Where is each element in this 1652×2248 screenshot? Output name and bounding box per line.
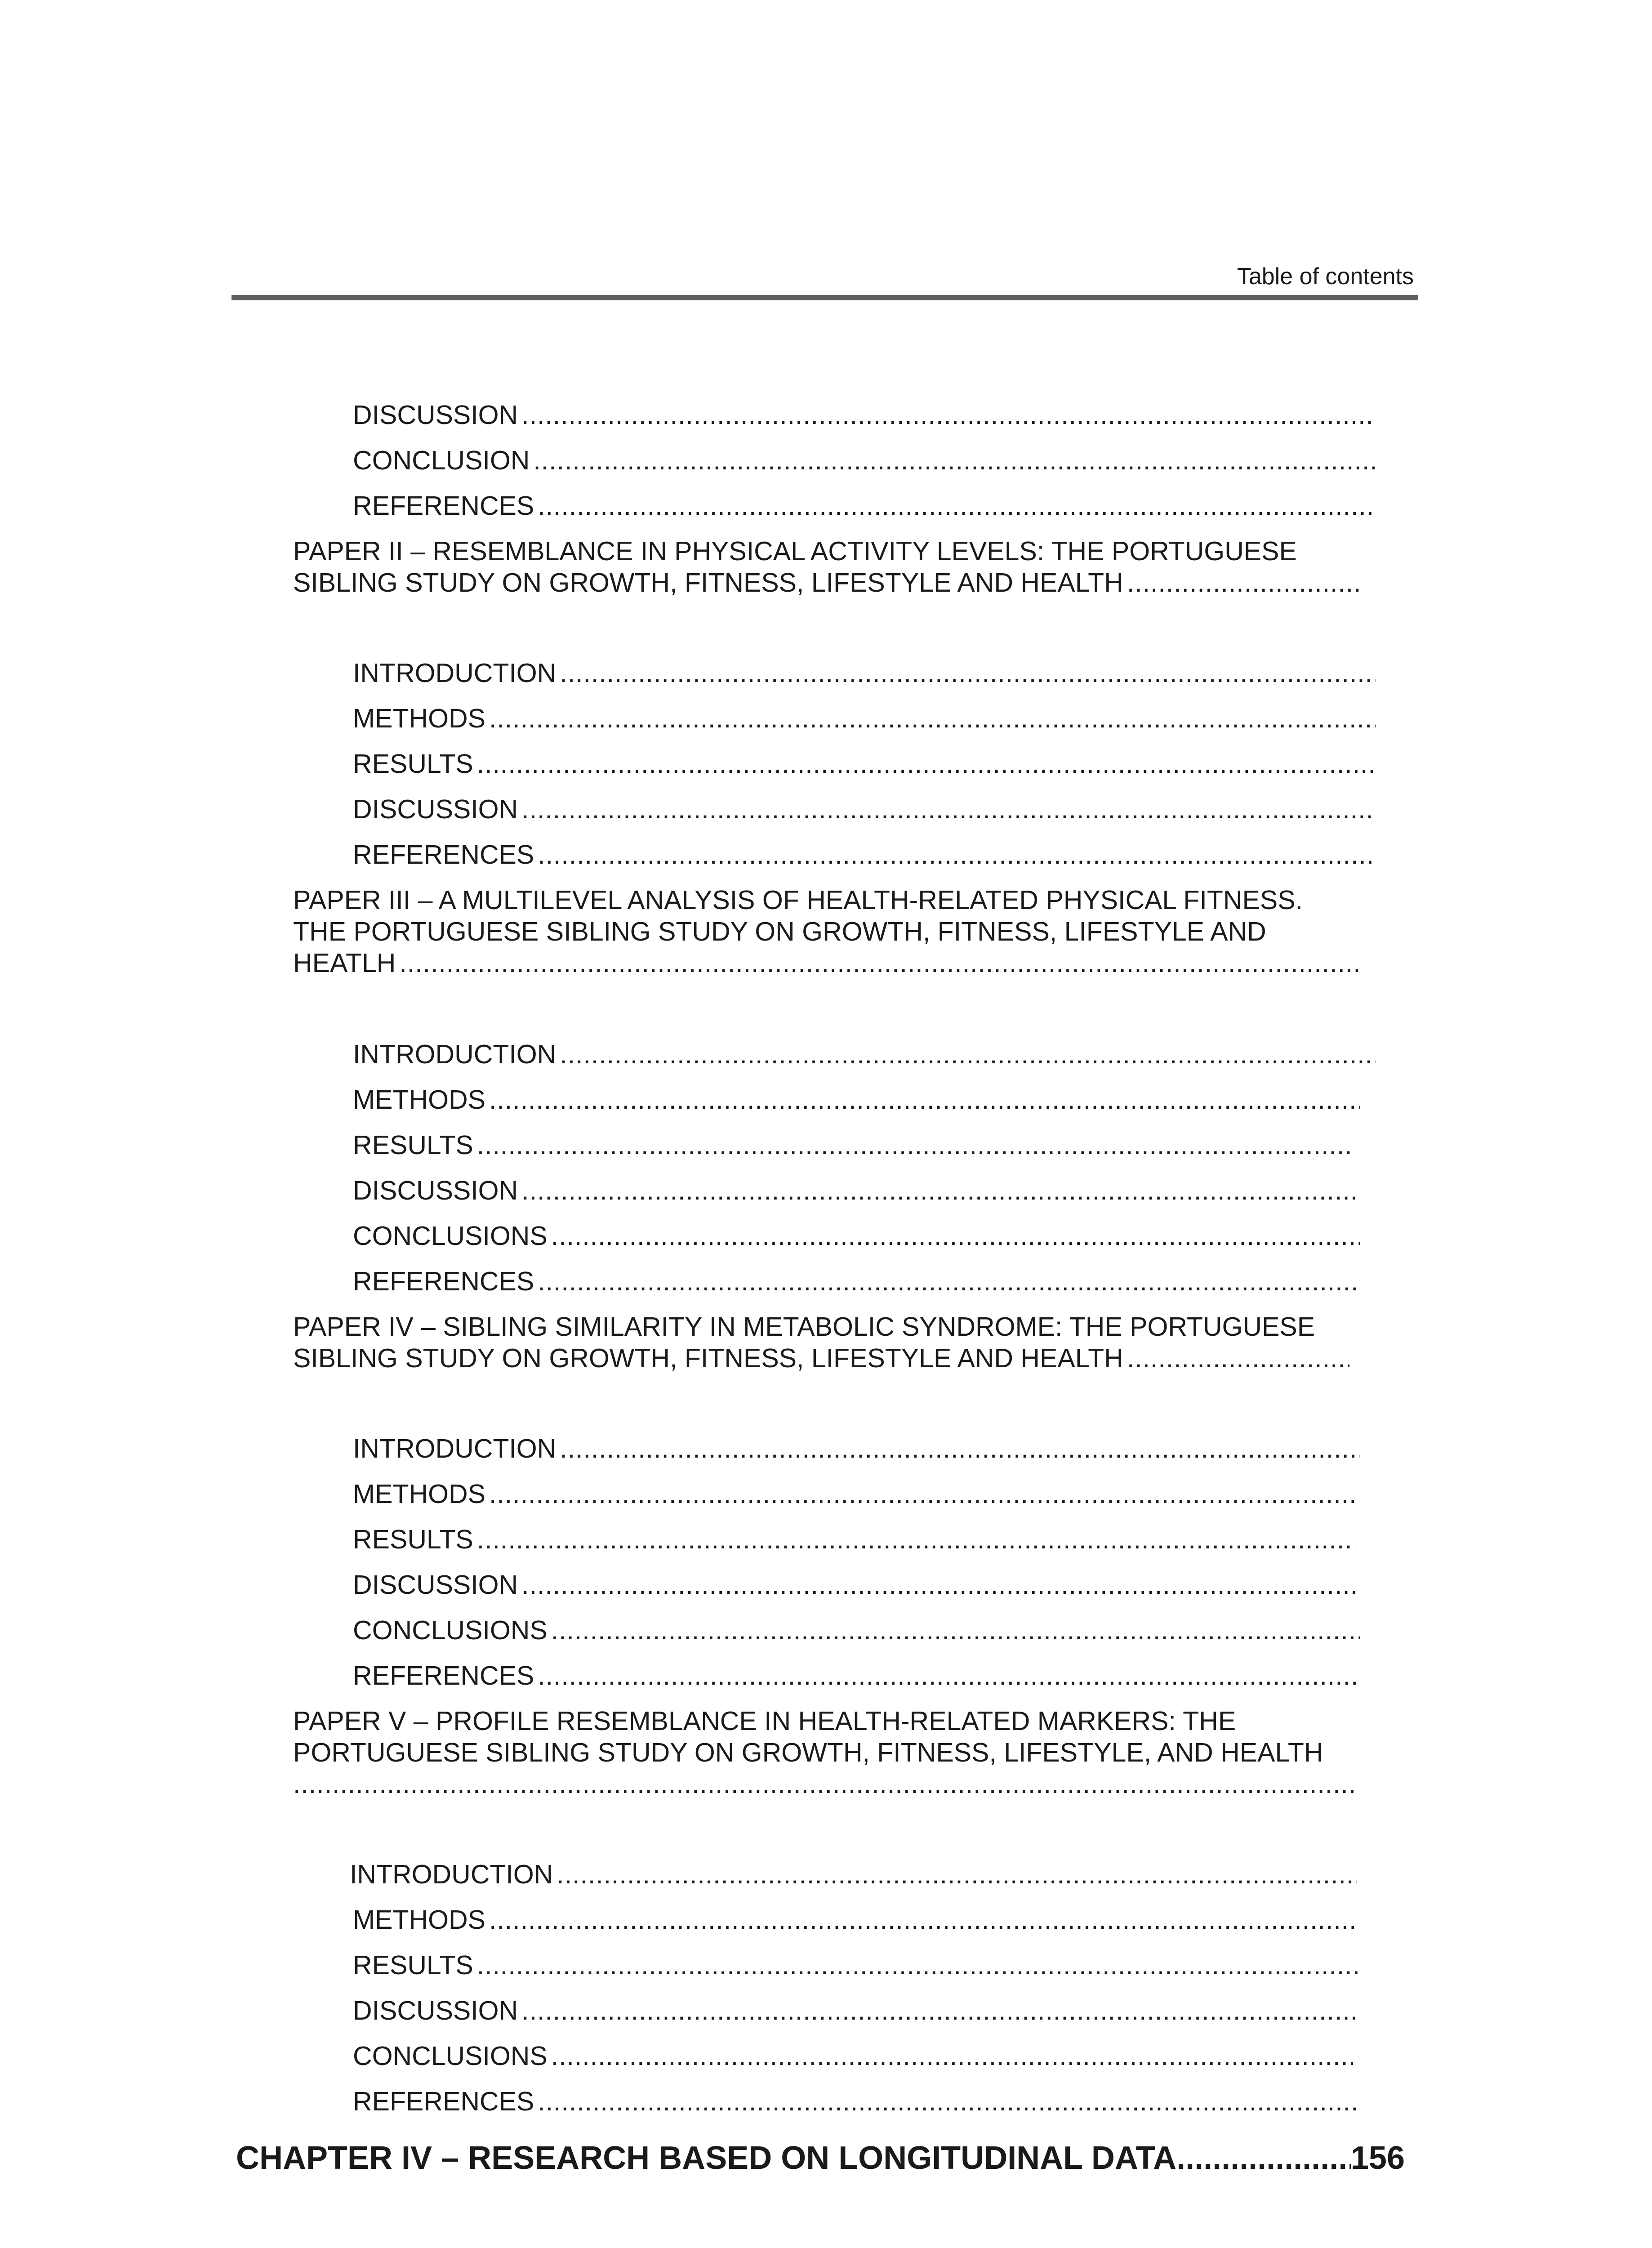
toc-entry-label: INTRODUCTION (353, 658, 557, 688)
dot-leader (538, 839, 1376, 870)
toc-entry-paper-2[interactable] (293, 535, 1385, 598)
toc-entry-introduction[interactable] (350, 1859, 1357, 1890)
toc-entry-label: DISCUSSION (353, 794, 518, 824)
paper-title-text: PAPER II – RESEMBLANCE IN PHYSICAL ACTIVITY LEVELS: THE PORTUGUESE (293, 536, 1297, 566)
toc-entry-discussion[interactable] (353, 1569, 1360, 1601)
toc-entry-label: REFERENCES (353, 1661, 534, 1690)
paper-title-line (293, 1768, 1358, 1800)
paper-title-line (293, 947, 1363, 979)
dot-leader (521, 1995, 1360, 2026)
dot-leader (477, 1129, 1355, 1161)
dot-leader (521, 399, 1376, 431)
toc-entry-introduction[interactable] (353, 657, 1376, 689)
toc-entry-label: METHODS (353, 1905, 485, 1935)
dot-leader (557, 1859, 1357, 1890)
dot-leader (489, 1084, 1360, 1115)
toc-entry-discussion[interactable] (353, 794, 1376, 825)
toc-entry-discussion[interactable] (353, 1175, 1360, 1206)
dot-leader (533, 445, 1376, 476)
dot-leader (489, 703, 1376, 734)
paper-title-line (293, 884, 1385, 916)
toc-entry-conclusions[interactable] (353, 1220, 1360, 1252)
toc-entry-label: CONCLUSIONS (353, 1221, 548, 1251)
paper-title-line (293, 567, 1363, 598)
toc-entry-label: DISCUSSION (353, 400, 518, 430)
paper-title-line (293, 1343, 1349, 1374)
dot-leader (521, 794, 1376, 825)
toc-entry-methods[interactable] (353, 703, 1376, 734)
dot-leader (551, 1220, 1360, 1252)
toc-entry-discussion[interactable] (353, 399, 1376, 431)
toc-entry-methods[interactable] (353, 1904, 1355, 1936)
dot-leader (538, 2086, 1360, 2117)
toc-entry-label: REFERENCES (353, 1267, 534, 1296)
paper-title-line (293, 1737, 1385, 1768)
dot-leader (538, 1266, 1360, 1297)
toc-entry-discussion[interactable] (353, 1995, 1360, 2026)
dot-leader (521, 1569, 1360, 1601)
toc-entry-label: DISCUSSION (353, 1176, 518, 1205)
dot-leader (399, 947, 1363, 979)
toc-entry-chapter-4[interactable] (236, 2138, 1405, 2178)
dot-leader (560, 1039, 1376, 1070)
toc-entry-results[interactable] (353, 1129, 1355, 1161)
paper-title-text: PAPER III – A MULTILEVEL ANALYSIS OF HEALTH-RELATED PHYSICAL FITNESS. (293, 885, 1303, 915)
running-header-title: Table of contents (1237, 263, 1414, 290)
dot-leader (551, 1615, 1360, 1646)
toc-entry-label: METHODS (353, 704, 485, 733)
toc-entry-paper-5[interactable] (293, 1705, 1385, 1800)
dot-leader (551, 2040, 1353, 2072)
toc-entry-label: CONCLUSIONS (353, 1615, 548, 1645)
toc-entry-label: INTRODUCTION (353, 1434, 557, 1463)
toc-entry-label: METHODS (353, 1085, 485, 1115)
toc-entry-references[interactable] (353, 839, 1376, 870)
dot-leader (560, 657, 1376, 689)
toc-entry-results[interactable] (353, 748, 1376, 780)
dot-leader (477, 1524, 1355, 1555)
paper-title-text: THE PORTUGUESE SIBLING STUDY ON GROWTH, FITNESS, LIFESTYLE AND (293, 917, 1266, 946)
toc-entry-paper-3[interactable] (293, 884, 1385, 979)
dot-leader (538, 1660, 1360, 1691)
dot-leader (560, 1433, 1360, 1464)
toc-entry-label: RESULTS (353, 1525, 473, 1554)
toc-entry-references[interactable] (353, 1266, 1360, 1297)
paper-title-text: PAPER V – PROFILE RESEMBLANCE IN HEALTH-RELATED MARKERS: THE (293, 1706, 1236, 1736)
toc-entry-label: REFERENCES (353, 2087, 534, 2116)
toc-entry-methods[interactable] (353, 1084, 1360, 1115)
toc-entry-references[interactable] (353, 2086, 1360, 2117)
paper-title-text: PORTUGUESE SIBLING STUDY ON GROWTH, FITNESS, LIFESTYLE, AND HEALTH (293, 1738, 1323, 1767)
chapter-page-number: 156 (1350, 2140, 1405, 2176)
toc-entry-label: CONCLUSIONS (353, 2041, 548, 2071)
toc-entry-label: DISCUSSION (353, 1996, 518, 2025)
toc-entry-label: METHODS (353, 1479, 485, 1509)
toc-entry-label: RESULTS (353, 1950, 473, 1980)
dot-leader (1127, 1343, 1349, 1374)
dot-leader (489, 1904, 1355, 1936)
dot-leader (538, 490, 1376, 522)
toc-entry-references[interactable] (353, 490, 1376, 522)
paper-title-line (293, 535, 1385, 567)
dot-leader (489, 1478, 1355, 1510)
dot-leader (521, 1175, 1360, 1206)
toc-entry-label: REFERENCES (353, 840, 534, 870)
dot-leader (477, 1949, 1360, 1981)
toc-entry-references[interactable] (353, 1660, 1360, 1691)
paper-title-line (293, 916, 1385, 947)
toc-entry-label: DISCUSSION (353, 1570, 518, 1600)
dot-leader (1176, 2138, 1351, 2178)
toc-entry-label: INTRODUCTION (350, 1860, 553, 1889)
toc-entry-introduction[interactable] (353, 1433, 1360, 1464)
toc-entry-label: REFERENCES (353, 491, 534, 521)
toc-entry-label: RESULTS (353, 749, 473, 779)
dot-leader (293, 1768, 1358, 1800)
toc-entry-results[interactable] (353, 1949, 1360, 1981)
toc-entry-conclusions[interactable] (353, 1615, 1360, 1646)
paper-title-line (293, 1705, 1385, 1737)
toc-entry-introduction[interactable] (353, 1039, 1376, 1070)
dot-leader (477, 748, 1376, 780)
paper-title-text: SIBLING STUDY ON GROWTH, FITNESS, LIFESTYLE AND HEALTH (293, 1343, 1123, 1373)
dot-leader (1127, 567, 1363, 598)
toc-entry-conclusions[interactable] (353, 2040, 1353, 2072)
paper-title-text: PAPER IV – SIBLING SIMILARITY IN METABOLIC SYNDROME: THE PORTUGUESE (293, 1312, 1315, 1342)
toc-entry-label: INTRODUCTION (353, 1039, 557, 1069)
toc-entry-label: CONCLUSION (353, 446, 530, 475)
toc-entry-conclusion[interactable] (353, 445, 1376, 476)
paper-title-text: HEATLH (293, 948, 396, 978)
toc-entry-results[interactable] (353, 1524, 1355, 1555)
toc-entry-paper-4[interactable] (293, 1311, 1385, 1374)
paper-title-line (293, 1311, 1385, 1343)
chapter-title: CHAPTER IV – RESEARCH BASED ON LONGITUDINAL DATA (236, 2140, 1177, 2176)
toc-entry-methods[interactable] (353, 1478, 1355, 1510)
toc-entry-label: RESULTS (353, 1130, 473, 1160)
paper-title-text: SIBLING STUDY ON GROWTH, FITNESS, LIFESTYLE AND HEALTH (293, 568, 1123, 598)
